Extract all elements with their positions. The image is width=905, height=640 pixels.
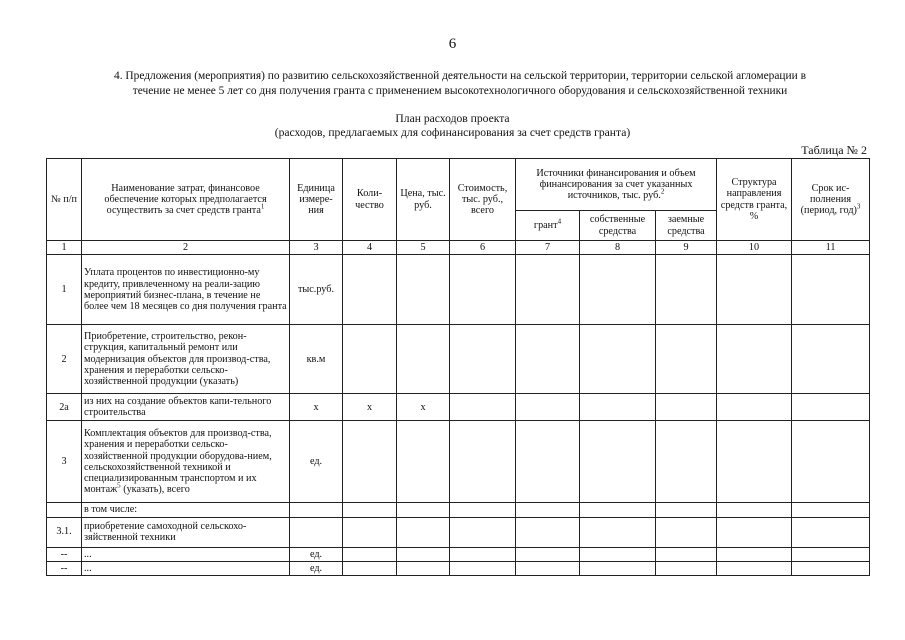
row-unit: ед. [290,561,343,575]
table-header [47,159,870,255]
row-qty [343,561,397,575]
column-number: 1 [47,241,82,255]
cell-loan-funds [656,517,717,547]
header-own-funds: собственные средства [580,211,656,241]
row-num: -- [47,561,82,575]
header-term-footnote: 3 [856,202,861,211]
table-label: Таблица № 2 [801,143,867,157]
column-number: 9 [656,241,717,255]
row-num [47,503,82,517]
header-price: Цена, тыс. руб. [397,159,450,241]
row-num: 2 [47,325,82,394]
section-heading [60,69,860,99]
row-qty [343,421,397,503]
cell-structure [717,561,792,575]
cell-structure [717,547,792,561]
plan-subtitle: (расходов, предлагаемых для софинансирования за счет средств гранта) [274,126,631,139]
row-unit: кв.м [290,325,343,394]
row-num: 3 [47,421,82,503]
cell-term [792,255,870,325]
section-heading-line1: 4. Предложения (мероприятия) по развитию сельскохозяйственной деятельности на сельской территории, территории сельской агломерации в [114,70,806,82]
table-row [47,421,870,503]
cell-cost [450,561,516,575]
column-number: 10 [717,241,792,255]
cell-grant [516,503,580,517]
cell-loan-funds [656,394,717,421]
header-grant-footnote: 4 [557,217,562,226]
column-number: 3 [290,241,343,255]
row-qty [343,517,397,547]
cell-term [792,503,870,517]
row-unit: ед. [290,421,343,503]
row-qty [343,547,397,561]
column-number: 11 [792,241,870,255]
row-price: х [397,394,450,421]
column-number: 4 [343,241,397,255]
cell-term [792,517,870,547]
row-name: в том числе: [82,503,290,517]
column-number-row [47,241,870,255]
cell-grant [516,547,580,561]
column-number: 5 [397,241,450,255]
header-loan-funds: заемные средства [656,211,717,241]
row-price [397,503,450,517]
row-name-footnote: 5 [117,482,121,490]
table-row [47,325,870,394]
cell-grant [516,561,580,575]
cell-own-funds [580,561,656,575]
row-unit: ед. [290,547,343,561]
cell-grant [516,325,580,394]
expense-plan-table [46,158,870,576]
cell-cost [450,503,516,517]
row-name: Приобретение, строительство, рекон-струкция, капитальный ремонт или модернизация объектов для производ-ства, хранения и переработки сельско-хозяйственной продукции (указать) [82,325,290,394]
cell-grant [516,255,580,325]
cell-structure [717,517,792,547]
row-name: Комплектация объектов для производ-ства, хранения и переработки сельско-хозяйственной продукции оборудова-нием, сельскохозяйственной техникой и специализированным транспортом и их монтаж$^5$ (указать), всего [82,421,290,503]
row-qty: х [343,394,397,421]
table-row [47,561,870,575]
column-number: 6 [450,241,516,255]
section-heading-line2: течение не менее 5 лет со дня получения гранта с применением высокотехнологичного оборудования и сельскохозяйственной техники [132,85,788,97]
cell-loan-funds [656,255,717,325]
row-unit: х [290,394,343,421]
table-row [47,547,870,561]
cell-grant [516,517,580,547]
cell-cost [450,394,516,421]
cell-structure [717,421,792,503]
table-body [47,255,870,576]
cell-term [792,421,870,503]
row-unit: тыс.руб. [290,255,343,325]
row-name: ... [82,547,290,561]
cell-structure [717,503,792,517]
cell-term [792,561,870,575]
row-num: 2а [47,394,82,421]
cell-grant [516,421,580,503]
header-structure: Структура направления средств гранта, % [717,159,792,241]
column-number: 8 [580,241,656,255]
row-name: Уплата процентов по инвестиционно-му кредиту, привлеченному на реали-зацию мероприятий бизнес-плана, в течение не более чем 18 месяцев со дня получения гранта [82,255,290,325]
cell-cost [450,255,516,325]
row-qty [343,255,397,325]
header-name: Наименование затрат, финансовое обеспечение которых предполагается осуществить за счет средств гранта$^1$ [82,159,290,241]
row-unit [290,503,343,517]
cell-structure [717,255,792,325]
header-grant: грант$^4$ [516,211,580,241]
cell-loan-funds [656,421,717,503]
cell-loan-funds [656,503,717,517]
row-price [397,325,450,394]
cell-cost [450,547,516,561]
cell-grant [516,394,580,421]
row-qty [343,503,397,517]
table-row [47,503,870,517]
plan-title-block [0,112,905,140]
cell-cost [450,421,516,503]
page-number: 6 [448,36,457,52]
row-price [397,517,450,547]
cell-own-funds [580,517,656,547]
row-price [397,547,450,561]
row-unit [290,517,343,547]
row-price [397,421,450,503]
cell-own-funds [580,255,656,325]
cell-own-funds [580,394,656,421]
cell-structure [717,325,792,394]
cell-term [792,547,870,561]
header-cost: Стоимость, тыс. руб., всего [450,159,516,241]
cell-cost [450,325,516,394]
column-number: 7 [516,241,580,255]
table-row [47,517,870,547]
cell-own-funds [580,547,656,561]
table-row [47,255,870,325]
row-num: 1 [47,255,82,325]
cell-loan-funds [656,561,717,575]
cell-structure [717,394,792,421]
table-row [47,394,870,421]
row-qty [343,325,397,394]
cell-loan-funds [656,547,717,561]
cell-term [792,394,870,421]
header-term: Срок ис-полнения (период, год)$^3$ [792,159,870,241]
row-name: приобретение самоходной сельскохо-зяйственной техники [82,517,290,547]
row-name: из них на создание объектов капи-тельного строительства [82,394,290,421]
cell-own-funds [580,325,656,394]
header-qty: Коли-чество [343,159,397,241]
cell-term [792,325,870,394]
column-number: 2 [82,241,290,255]
cell-cost [450,517,516,547]
row-price [397,561,450,575]
header-unit: Единица измере-ния [290,159,343,241]
row-price [397,255,450,325]
header-sources-footnote: 2 [660,187,665,196]
cell-own-funds [580,421,656,503]
row-name: ... [82,561,290,575]
cell-loan-funds [656,325,717,394]
header-num: № п/п [47,159,82,241]
cell-own-funds [580,503,656,517]
row-num: -- [47,547,82,561]
plan-title: План расходов проекта [395,112,510,125]
header-name-footnote: 1 [260,202,265,211]
header-sources: Источники финансирования и объем финансирования за счет указанных источников, тыс. руб.$^2$ [516,159,717,211]
row-num: 3.1. [47,517,82,547]
